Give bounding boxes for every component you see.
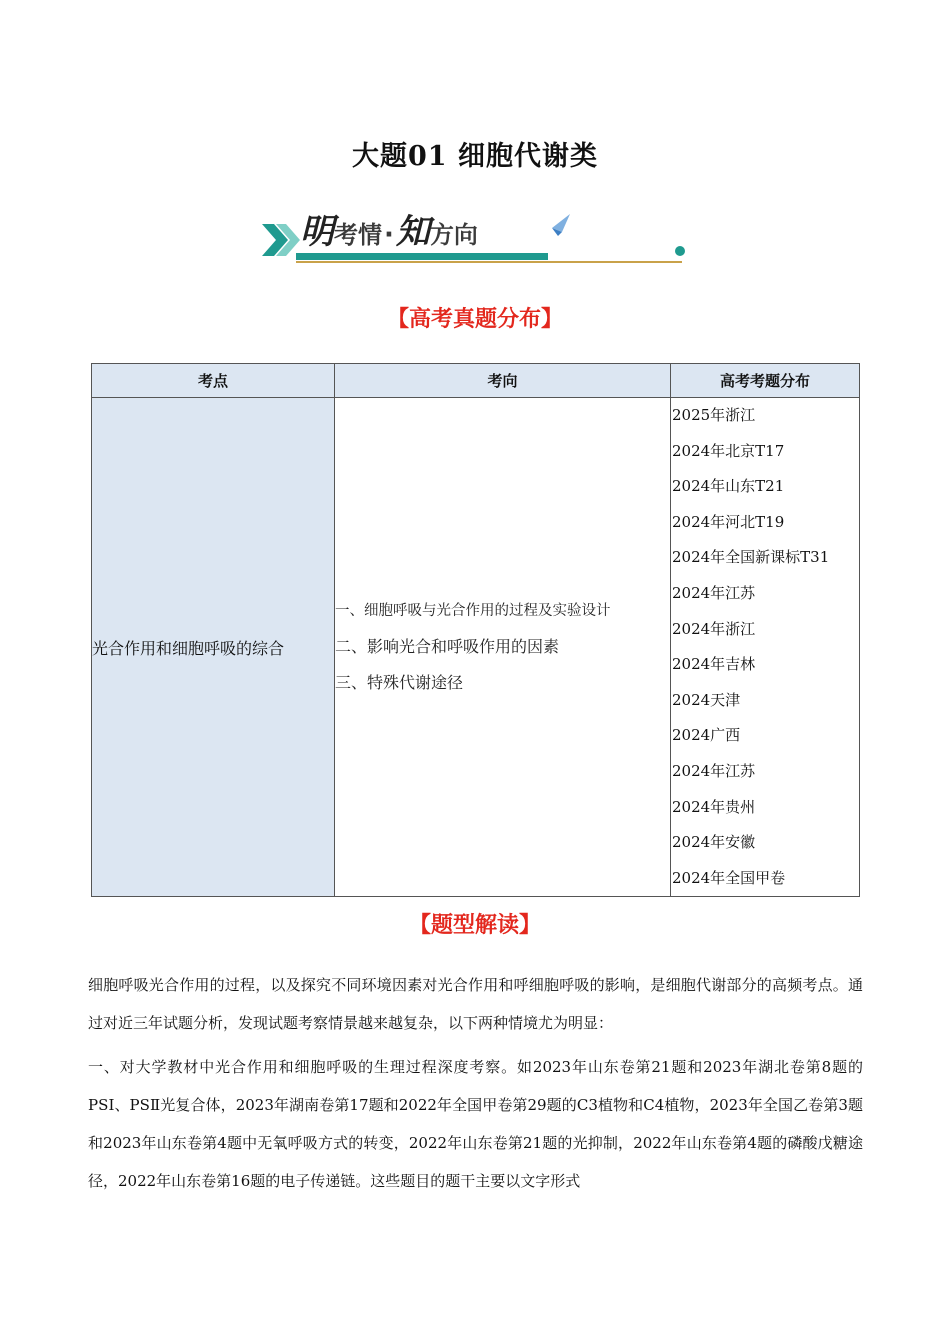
distribution-item: 2024年山东T21 [672, 477, 785, 496]
header-kaoxiang: 考向 [335, 364, 671, 398]
page-title: 大题01 细胞代谢类 [352, 141, 598, 172]
distribution-item: 2024年北京T17 [672, 441, 785, 460]
table-row [92, 398, 860, 897]
section-heading-interpretation: 【题型解读】 [408, 913, 541, 938]
kaoxiang-item: 一、细胞呼吸与光合作用的过程及实验设计 [335, 603, 611, 620]
distribution-item: 2024广西 [672, 726, 741, 745]
banner-part1: 明 [300, 212, 334, 252]
banner-end-dot [675, 246, 685, 256]
paragraph-detail: 一、对大学教材中光合作用和细胞呼吸的生理过程深度考察。如2023年山东卷第21题和2023年湖北卷第8题的PSⅠ、PSⅡ光复合体，2023年湖南卷第17题和2022年全国甲卷第29题的C3植物和C4植物，2023年全国乙卷第3题和2023年山东卷第4题中无氧呼吸方式的转变，2022年山东卷第21题的光抑制，2022年山东卷第4题的磷酸戊糖途径，2022年山东卷第16题的电子传递链。这些题目的题干主要以文字形式 [88, 1058, 863, 1190]
paragraph-intro: 细胞呼吸光合作用的过程，以及探究不同环境因素对光合作用和呼细胞呼吸的影响，是细胞代谢部分的高频考点。通过对近三年试题分析，发现试题考察情景越来越复杂，以下两种情境尤为明显： [88, 976, 863, 1032]
distribution-item: 2024年贵州 [672, 797, 756, 816]
kaoxiang-item: 二、影响光合和呼吸作用的因素 [335, 637, 560, 657]
distribution-item: 2024年全国新课标T31 [672, 548, 830, 567]
banner-title [300, 204, 478, 252]
distribution-item: 2024年河北T19 [672, 512, 785, 531]
banner-part3: 知 [395, 212, 430, 252]
kaodian-cell: 光合作用和细胞呼吸的综合 [92, 398, 335, 897]
distribution-item: 2024年江苏 [672, 761, 756, 780]
banner-part4: 方向 [429, 221, 478, 249]
header-kaodian: 考点 [92, 364, 335, 398]
distribution-cell [671, 398, 860, 897]
banner-underline-thin [296, 261, 682, 263]
distribution-item: 2024年安徽 [672, 833, 756, 852]
kaoxiang-cell [335, 398, 671, 897]
distribution-item: 2024年吉林 [672, 655, 756, 674]
table-header-row [92, 364, 860, 398]
banner-underline-thick [296, 253, 548, 260]
banner-dot: · [384, 220, 394, 250]
banner-part2: 考情 [334, 221, 382, 249]
distribution-item: 2024年全国甲卷 [672, 868, 786, 887]
distribution-item: 2024年浙江 [672, 619, 756, 638]
distribution-item: 2024年江苏 [672, 583, 756, 602]
paper-plane-icon [552, 214, 570, 236]
section-heading-distribution: 【高考真题分布】 [386, 307, 563, 332]
header-distribution: 高考考题分布 [671, 364, 860, 398]
exam-distribution-table [91, 363, 860, 897]
distribution-item: 2025年浙江 [672, 406, 756, 424]
kaoxiang-item: 三、特殊代谢途径 [335, 673, 464, 693]
distribution-item: 2024天津 [672, 690, 741, 709]
